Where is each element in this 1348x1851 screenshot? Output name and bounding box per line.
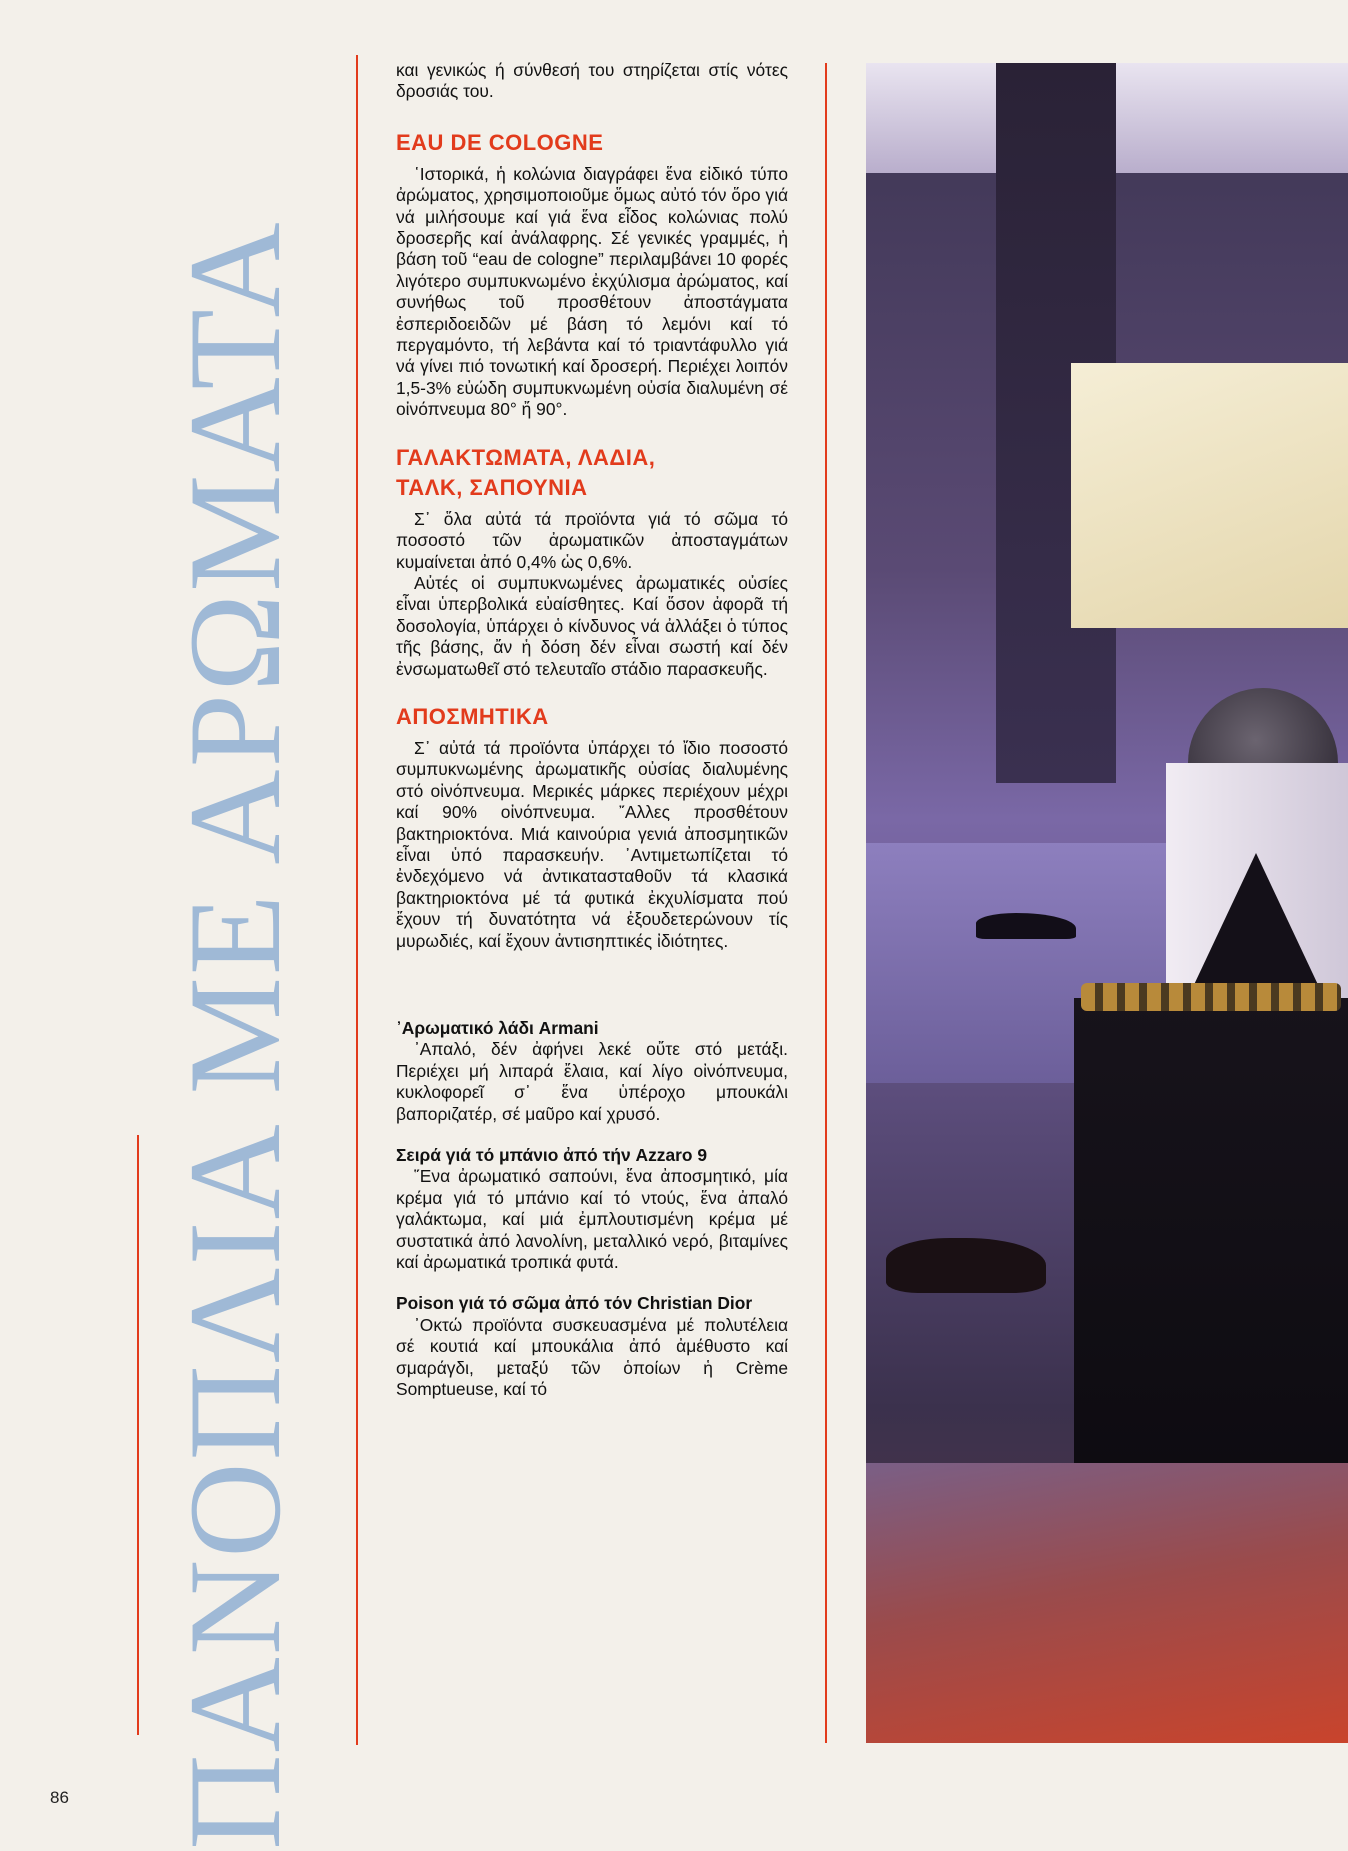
product-text-azzaro: ῞Ενα ἀρωματικό σαπούνι, ἕνα ἀποσμητικό, μία κρέμα γιά τό μπάνιο καί τό ντούς, ἕνα ἀπαλό γαλάκτωμα, καί μιά ἐμπλουτισμένη κρέμα μέ συστατικά ἀπό λανολίνη, μεταλλικό νερό, βιταμίνες καί ἀρωματικά τροπικά φυτά. xyxy=(396,1166,788,1273)
galaktomata-para2: Αὐτές οἱ συμπυκνωμένες ἀρωματικές οὐσίες εἶναι ὑπερβολικά εὐαίσθητες. Καί ὅσον ἀφορᾶ τή δοσολογία, ὑπάρχει ὁ κίνδυνος νά ἀλλάξει ὁ τύπος τῆς βάσης, ἄν ἡ δόση δέν εἶναι σωστή καί δέν ἐνσωματωθεῖ στό τελευταῖο στάδιο παρασκευῆς. xyxy=(396,572,788,679)
galaktomata-para1: Σ᾿ ὅλα αὐτά τά προϊόντα γιά τό σῶμα τό ποσοστό τῶν ἀρωματικῶν ἀποσταγμάτων κυμαίνεται ἀπό 0,4% ὡς 0,6%. xyxy=(396,508,788,572)
article-column xyxy=(396,60,788,1401)
product-text-armani: ᾿Απαλό, δέν ἀφήνει λεκέ οὔτε στό μετάξι. Περιέχει μή λιπαρά ἔλαια, καί λίγο οἰνόπνευμα, κυκλοφορεῖ σ᾿ ἕνα ὑπέροχο μπουκάλι βαποριζατέρ, σέ μαῦρο καί χρυσό. xyxy=(396,1039,788,1124)
heading-galaktomata-line1: ΓΑΛΑΚΤΩΜΑΤΑ, ΛΑΔΙΑ, xyxy=(396,444,656,470)
product-title-azzaro: Σειρά γιά τό μπάνιο ἀπό τήν Azzaro 9 xyxy=(396,1145,708,1166)
intro-text: και γενικώς ή σύνθεσή του στηρίζεται στίς νότες δροσιάς του. xyxy=(396,60,788,102)
column-divider-right xyxy=(825,63,827,1743)
photo-red-floor xyxy=(866,1463,1348,1743)
heading-aposmitika: ΑΠΟΣΜΗΤΙΚΑ xyxy=(396,703,549,729)
heading-galaktomata-line2: ΤΑΛΚ, ΣΑΠΟΥΝΙΑ xyxy=(396,474,588,500)
eau-de-cologne-text: ῾Ιστορικά, ἡ κολώνια διαγράφει ἕνα εἰδικό τύπο ἀρώματος, χρησιμοποιοῦμε ὅμως αὐτό τόν ὅρο γιά νά μιλήσουμε καί γιά ἕνα εἶδος κολώνιας πολύ δροσερῆς καί ἀνάλαφρης. Σέ γενικές γραμμές, ἡ βάση τοῦ “eau de cologne” περιλαμβάνει 10 φορές λιγότερο συμπυκνωμένο ἐκχύλισμα ἀρώματος, καί συνήθως τοῦ προσθέτουν ἀποστάγματα ἐσπεριδοειδῶν μέ βάση τό λεμόνι καί τό περγαμόντο, τή λεβάντα καί τό τριαντάφυλλο γιά νά γίνει πιό τονωτική καί δροσερή. Περιέχει λοιπόν 1,5-3% εὐώδη συμπυκνωμένη οὐσία διαλυμένη σέ οἰνόπνευμα 80° ἤ 90°. xyxy=(396,163,788,420)
product-title-armani: ᾿Αρωματικό λάδι Armani xyxy=(396,1018,599,1038)
aposmitika-text: Σ᾿ αὐτά τά προϊόντα ὑπάρχει τό ἴδιο ποσοστό συμπυκνωμένης ἀρωματικῆς οὐσίας διαλυμένης στό οἰνόπνευμα. Μερικές μάρκες περιέχουν μέχρι καί 90% οἰνόπνευμα. ῎Αλλες προσθέτουν βακτηριοκτόνα. Μιά καινούρια γενιά ἀποσμητικῶν εἶναι ὑπό παρασκευήν. ᾿Αντιμετωπίζεται τό ἐνδεχόμενο νά ἀντικατασταθοῦν τά κλασικά βακτηριοκτόνα μέ τά φυτικά ἐκχυλίσματα πού ἔχουν τή δυνατότητα νά ἐξουδετερώνουν τίς μυρωδιές, καί ἔχουν ἀντισηπτικές ἰδιότητες. xyxy=(396,737,788,951)
vertical-title: ΠΑΝΟΠΛΙΑ ΜΕ ΑΡΩΜΑΤΑ xyxy=(161,220,308,1850)
heading-eau-de-cologne: EAU DE COLOGNE xyxy=(396,129,604,155)
photo-shoe-pair xyxy=(886,1238,1046,1293)
product-title-dior: Poison γιά τό σῶμα ἀπό τόν Christian Dior xyxy=(396,1293,753,1314)
photo-lamp-shade xyxy=(1071,363,1348,628)
product-text-dior: ᾿Οκτώ προϊόντα συσκευασμένα μέ πολυτέλεια σέ κουτιά καί μπουκάλια ἀπό ἀμέθυστο καί σμαράγδι, μεταξύ τῶν ὁποίων ἡ Crème Somptueuse, καί τό xyxy=(396,1314,788,1400)
column-divider-left xyxy=(356,55,358,1745)
interior-photograph xyxy=(866,63,1348,1743)
photo-gold-objects xyxy=(1081,983,1341,1011)
page-number: 86 xyxy=(50,1788,69,1807)
title-divider xyxy=(137,1135,139,1735)
vertical-title-area xyxy=(150,220,320,1850)
